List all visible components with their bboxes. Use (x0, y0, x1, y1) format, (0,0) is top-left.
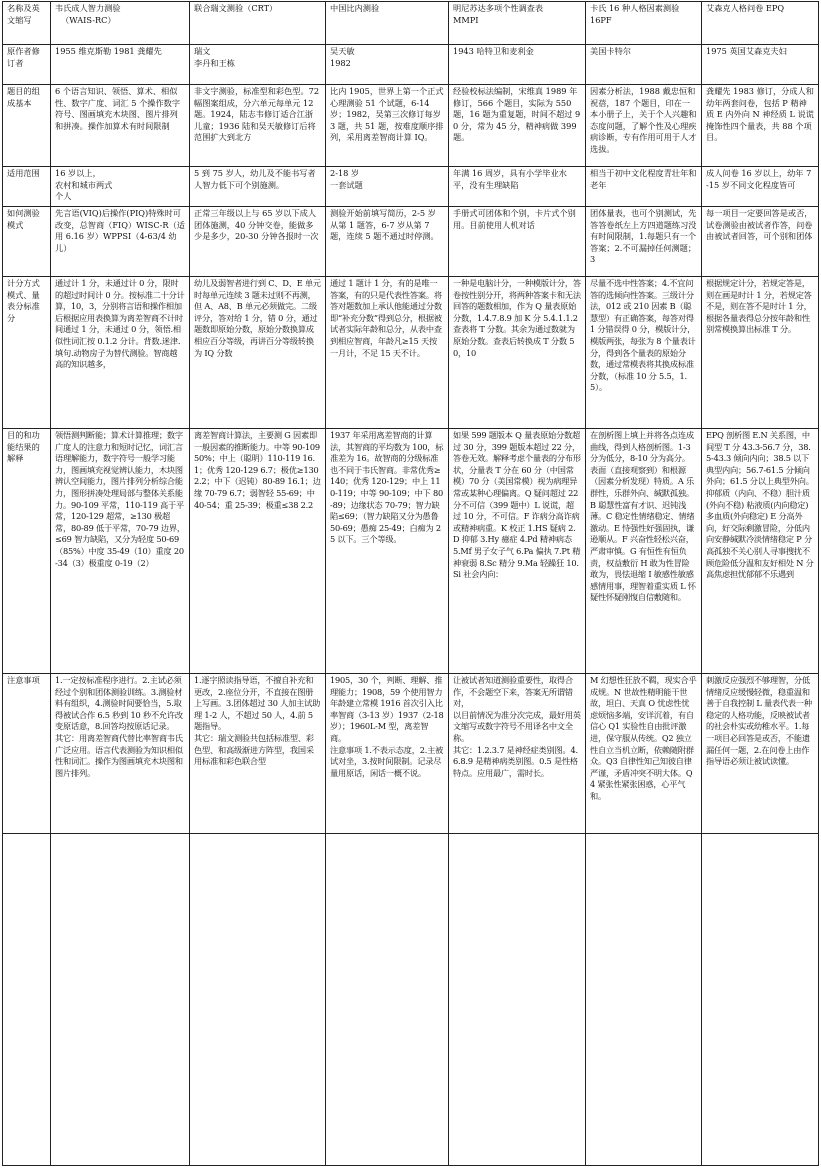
table-cell: 因素分析法，1988 戴忠恒和祝蓓，187 个题目，印在一本小册子上，关于个人兴趣和态度问题，了解个性及心理疾病诊断，专有作用可用于人才选拔。 (586, 85, 702, 167)
table-cell: 2-18 岁 一套试题 (326, 167, 449, 207)
table-cell: 刺激反应强烈不够理智，分低情绪反应缓慢轻微，稳重温和善于自我控制 L 量表代表一种稳定的人格功能，反映被试者的社会朴实或幼稚水平。1.每一项目必回答是或否，不能遗漏任何一题，2.在问卷上由作指导语必须让被试读懂。 (702, 674, 819, 834)
table-row-scope (3, 167, 819, 207)
empty-cell (449, 834, 586, 1166)
header-cell-crt (190, 2, 326, 45)
row-label-composition: 题目的组成基本 (3, 85, 51, 167)
row-label-name: 名称及英文缩写 (3, 2, 51, 45)
table-cell: 1937 年采用离差智商的计算法，其智商的平均数为 100，标准差为 16。故智商的分级标准也不同于韦氏智商。非常优秀≥140；优秀 120-129；中上 110-119；中等 90-109；中下 80-89；边缘状态 70-79；智力缺陷≤69；（智力缺陷又分为愚鲁 50-69；愚痴 25-49；白痴为 25 以下。三个等级。 (326, 429, 449, 674)
table-cell: 让被试者知道测验重要性，取得合作，不会题空下来，答案无所谓错对， 以目前情况为准分次完成，最好用英文缩写或数字符号不用译名中文全称。 其它：1.2.3.7 是神经症类别图。4.6.8.9 是精神病类别图。0.5 是性格特点。应用最广，需时长。 (449, 674, 586, 834)
table-cell: 龚耀先 1983 修订，分成人和幼年两套问卷，包括 P 精神质 E 内外向 N 神经质 L 说谎掩饰性四个量表，共 88 个项目。 (702, 85, 819, 167)
table-cell: 年满 16 周岁，具有小学毕业水平，没有生理缺陷 (449, 167, 586, 207)
table-row-authors (3, 45, 819, 85)
table-cell: 1943 哈特卫和麦利金 (449, 45, 586, 85)
table-cell: 幼儿及弱智者进行到 C、D、E 单元时每单元连续 3 题未过则不再测，但 A、A8、B 单元必须做完。二级评分，答对给 1 分，错 0 分，通过题数即原始分数，原始分数换算成相应百分等级，再讲百分等级转换为 IQ 分数 (190, 277, 326, 429)
table-cell: 团体量表，也可个别测试，先答答卷纸左上方四道题练习没有时间限制，1.每题只有一个答案；2.不可漏掉任何测题；3 (586, 207, 702, 277)
table-cell: 1.逐字照读指导语，不擅自补充和更改，2.座位分开，不直接在图册上写画。3.团体超过 30 人加主试助理 1-2 人，不超过 50 人，4.前 5 题指导。 其它：瑞文测验共包括标准型、彩色型、和高级渐进方阵型，我国采用标准和彩色联合型 (190, 674, 326, 834)
header-cell-16pf (586, 2, 702, 45)
table-cell: 1955 维克斯勒 1981 龚耀先 (51, 45, 190, 85)
table-cell: M 幻想性狂放不羁，现实合乎成规。N 世故性精明能干世故，坦白、天真 O 忧虑性忧虑烦恼多端，安详沉着，有自信心 Q1 实验性自由批评激进，保守服从传统。Q2 独立性自立当机立断，依赖随附群众。Q3 自律性知己知彼自律严谨，矛盾冲突不明大体。Q4 紧张性紧张困惑，心平气和。 (586, 674, 702, 834)
table-row-mode (3, 207, 819, 277)
table-row-composition (3, 85, 819, 167)
table-cell: 尽量不选中性答案；4.不宜问答的选倾向性答案。三级计分法，012 或 210 因素 B（聪慧型）有正确答案，每答对得 1 分错误得 0 分，模版计分，模版两张，每张为 8 个量表计分，得到各个量表的原始分数，通过常模表将其换成标准分数，（标准 10 分 5.5，1.5）。 (586, 277, 702, 429)
table-cell: 每一项目一定要回答是或否，试卷测验由被试者作答，问卷由被试者回答，可个别和团体 (702, 207, 819, 277)
table-cell: 经验校标法编制，宋维真 1989 年修订，566 个题目，实际为 550 题，16 题为重复题，时间不超过 90 分，常为 45 分，精神病做 399 题。 (449, 85, 586, 167)
table-cell: 瑞文 李丹和王栋 (190, 45, 326, 85)
row-label-authors: 原作者修订者 (3, 45, 51, 85)
empty-cell (326, 834, 449, 1166)
table-row-scoring (3, 277, 819, 429)
table-cell: 美国卡特尔 (586, 45, 702, 85)
table-row-notes (3, 674, 819, 834)
table-cell: 1.一定按标准程序进行。2.主试必须经过个别和团体测验训练。3.测验材料有组织，4.测验时间要恰当，5.取得被试合作 6.5 秒到 10 秒不允许改变原话意，8.回答均按原话记录。 其它：用离差智商代替比率智商韦氏广泛应用。语言代表测验为知识相似性和词汇。操作为图画填充木块图和图片排列。 (51, 674, 190, 834)
table-cell: 如果 599 题版本 Q 量表原始分数超过 30 分，399 题版本超过 22 分，答卷无效。解释考虑个量表的分布形状，分量表 T 分在 60 分（中国常模）70 分（美国常模）视为病理异常或某种心理偏离。Q 疑问超过 22 分不可信（399 题中）L 说谎，超过 10 分，不可信。F 诈病分高诈病或精神病重。K 校正 1.HS 疑病 2.D 抑郁 3.Hy 癔症 4.Pd 精神病态 5.Mf 男子女子气 6.Pa 偏执 7.Pt 精神衰弱 8.Sc 精分 9.Ma 轻躁狂 10.Si 社会内向： (449, 429, 586, 674)
psych-tests-comparison-table (2, 1, 819, 1166)
header-test-abbr: 16PF (590, 14, 612, 25)
header-test-name: 联合瑞文测验（CRT） (194, 3, 278, 13)
header-test-name: 卡氏 16 种人格因素测验 (590, 3, 680, 13)
table-cell: 测验开始前填写简历，2-5 岁从第 1 题答，6-7 岁从第 7 题，连续 5 题不通过时停测。 (326, 207, 449, 277)
table-cell: 一种是电脑计分，一种模版计分，答卷按性别分开，将两种答案卡和无法回答的题数相加，作为 Q 量表原始分数，1.4.7.8.9 加 K 分 5.4.1.1.2 查表将 T 分数。其余为通过数就为原始分数。查表后转换成 T 分数 50，10 (449, 277, 586, 429)
table-cell: 正常三年级以上与 65 岁以下成人团体施测，40 分钟交卷，能做多少是多少，20-30 分钟各报时一次 (190, 207, 326, 277)
table-cell: 1905，30 个，判断、理解、推理能力；1908，59 个使用智力年龄建立常模 1916 首次引入比率智商（3-13 岁）1937（2-18 岁）；1960L-M 型，离差智商。 注意事项 1.不表示态度，2.主被试对坐，3.按时间限制。记录尽量用原话，闲话一概不说。 (326, 674, 449, 834)
empty-cell (702, 834, 819, 1166)
empty-cell (190, 834, 326, 1166)
table-header-row (3, 2, 819, 45)
row-label-scope: 适用范围 (3, 167, 51, 207)
header-cell-binet (326, 2, 449, 45)
empty-cell (586, 834, 702, 1166)
table-cell: 非文字测验，标准型和彩色型。72 幅图案组成，分六单元每单元 12 题。1924，陆志韦修订适合江浙儿童；1936 陆和吴天敏修订后将范围扩大到北方 (190, 85, 326, 167)
table-row-interpretation (3, 429, 819, 674)
row-label-mode: 如何测验模式 (3, 207, 51, 277)
header-cell-epq (702, 2, 819, 45)
header-cell-wais (51, 2, 190, 45)
table-cell: 相当于初中文化程度青壮年和老年 (586, 167, 702, 207)
header-test-abbr: MMPI (453, 14, 479, 25)
table-cell: 通过计 1 分，未通过计 0 分，限时的超过时间计 0 分。按标准二十分计算，10，3，分别将言语和操作相加后根据应用表换算为离差智商不计时间通过 1 分，未通过 0 分，领悟.相似性词汇按 0.1.2 分计。背数.迷津.填句.动物房子为替代测验。智商越高的知识越多， (51, 277, 190, 429)
table-cell: 1975 英国艾森克夫妇 (702, 45, 819, 85)
table-cell: 6 个语言知识、领悟、算术、相似性、数字广度、词汇 5 个操作数字符号、图画填充木块图、图片排列和拼凑。操作加算术有时间限制 (51, 85, 190, 167)
row-label-notes: 注意事项 (3, 674, 51, 834)
table-cell: 手册式可团体和个别，卡片式个别用。目前使用人机对话 (449, 207, 586, 277)
table-row-empty (3, 834, 819, 1166)
table-cell: 16 岁以上， 农村和城市两式 个人 (51, 167, 190, 207)
row-label-scoring: 计分方式模式、量表分标准分 (3, 277, 51, 429)
table-cell: 5 到 75 岁人，幼儿及不能书写者人智力低下可个别施测。 (190, 167, 326, 207)
header-test-name: 韦氏成人智力测验 (55, 3, 121, 13)
table-cell: 领悟测判断能；算术计算推理；数字广度人的注意力和短时记忆，词汇言语理解能力，数字符号一般学习能力，图画填充视觉辨认能力，木块图辨认空间能力，图片排列分析综合能力，图形拼凑处理局部与整体关系能力。90-109 平常，110-119 高于平常，120-129 超常，≥130 极超常，80-89 低于平常，70-79 边界，≤69 智力缺陷，又分为轻度 50-69（85%）中度 35-49（10）重度 20-34（3）极重度 0-19（2） (51, 429, 190, 674)
header-test-name: 艾森克人格问卷 EPQ (706, 3, 785, 13)
table-cell: 比内 1905，世界上第一个正式心理测验 51 个试题，6-14 岁；1982，吴第三次修订每岁 3 题，共 51 题，按难度顺序排列，采用离差智商计算 IQ。 (326, 85, 449, 167)
table-cell: 成人问卷 16 岁以上，幼年 7-15 岁不同文化程度皆可 (702, 167, 819, 207)
table-cell: 吴天敏 1982 (326, 45, 449, 85)
row-label-interpretation: 目的和功能结果的解释 (3, 429, 51, 674)
table-cell: EPQ 剖析图 E.N 关系图，中间型 T 分 43.3-56.7 分，38.5-43.3 倾向内向；38.5 以下典型内向；56.7-61.5 分倾向外向；61.5 分以上典型外向。抑郁质（内向、不稳）胆汁质(外向不稳) 粘液质(内向稳定)多血质(外向稳定) E 分高外向，好交际剩激冒险，分低内向安静缄默冷淡情绪稳定 P 分高孤独不关心别人寻事搜扰不顾危险低分温和友好相处 N 分高焦虑担忧郁郁不乐遇到 (702, 429, 819, 674)
table-cell: 在剖析图上填上并将各点连成曲线，得到人格剖析图。1-3 分为低分，8-10 分为高分。表面（直接观察到）和根源（因素分析发现）特质。A 乐群性，乐群外向、缄默孤独。B 聪慧性富有才识、迟钝浅薄。C 稳定性情绪稳定、情绪激动。E 恃强性好强固执，谦逊顺从。F 兴奋性轻松兴奋，严肃审慎。G 有恒性有恒负责，权益敷衍 H 敢为性冒险敢为，畏怯退缩 I 敏感性敏感感情用事，理智着重实质 L 怀疑性怀疑刚愎自信敷随和。 (586, 429, 702, 674)
table-cell: 通过 1 题计 1 分，有的是唯一答案，有的只是代表性答案。将答对题数加上承认他能通过分数即“补充分数”得到总分，根据被试者实际年龄和总分，从表中查到相应智商，年龄凡≥15 天按一月计，不足 15 天不计。 (326, 277, 449, 429)
header-test-abbr: （WAIS-RC） (61, 14, 116, 25)
header-test-name: 明尼苏达多项个性调查表 (453, 3, 544, 13)
empty-cell (3, 834, 51, 1166)
header-cell-mmpi (449, 2, 586, 45)
header-test-name: 中国比内测验 (330, 3, 380, 13)
table-cell: 先言语(VIQ)后操作(PIQ)特殊时可改变，总智商（FIQ）WISC-R（适用 6.16 岁）WPPSI（4-63/4 幼儿） (51, 207, 190, 277)
table-cell: 根据规定计分，若规定答是，则在画是时计 1 分，若规定答不是，则在答不是时计 1 分，根据各量表得总分按年龄和性别常模换算出标准 T 分。 (702, 277, 819, 429)
empty-cell (51, 834, 190, 1166)
table-cell: 离差智商计算法，主要测 G 因素即一般因素的推断能力。中等 90-109 50%；中上（聪明）110-119 16.1；优秀 120-129 6.7；极优≥130 2.2；中下（迟钝）80-89 16.1；边缘 70-79 6.7；弱智轻 55-69；中 40-54；重 25-39；极重≤38 2.2 (190, 429, 326, 674)
